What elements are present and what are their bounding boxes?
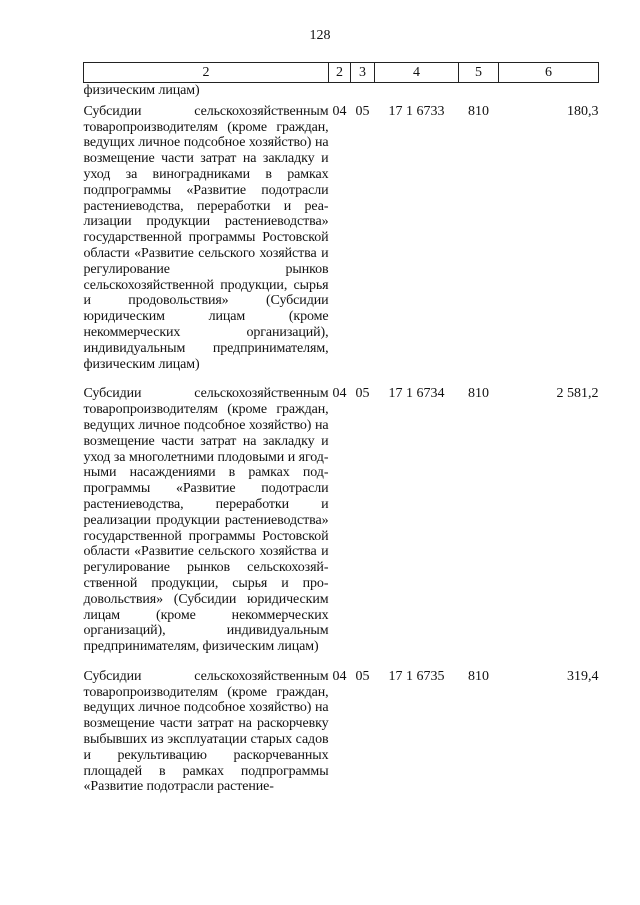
row-vr: 810 [468,668,489,684]
header-vr: 5 [459,63,499,83]
budget-table [83,62,599,795]
row-rz: 04 [332,103,347,119]
row-csr: 17 1 6735 [388,668,445,684]
table-row [84,386,599,669]
continuation-row [84,83,599,104]
row-name: Субсидии сельскохозяйственным товаропроизводителям (кроме граждан, ведущих личное подсобное хозяйство) на возмещение части затрат на раскорчевку выбывших из эксплуатации старых садов и рекультивацию раскорчеванных площадей в рамках подпрограммы «Развитие подотрасли растение- [83,668,329,795]
header-row [84,63,599,83]
row-rz: 04 [332,386,347,402]
row-amount: 319,4 [567,668,599,684]
row-pr: 05 [355,103,370,119]
row-vr: 810 [468,103,489,119]
table-row [84,104,599,387]
row-vr: 810 [468,386,489,402]
row-pr: 05 [355,386,370,402]
row-csr: 17 1 6734 [388,386,445,402]
row-csr: 17 1 6733 [388,103,445,119]
header-csr: 4 [375,63,459,83]
header-name: 2 [84,63,329,83]
row-amount: 2 581,2 [556,386,599,402]
continuation-text: физическим лицам) [83,83,200,98]
header-rz: 2 [329,63,351,83]
row-pr: 05 [355,668,370,684]
page-number: 128 [309,28,331,43]
table-row [84,669,599,795]
header-amount: 6 [499,63,599,83]
row-rz: 04 [332,668,347,684]
row-amount: 180,3 [567,103,599,119]
row-name: Субсидии сельскохозяйственным товаропроизводителям (кроме граждан, ведущих личное подсобное хозяйство) на возмещение части затрат на закладку и уход за виноградниками в рамках подпрограммы «Развитие подотрасли растениеводства, переработки и реализации продукции растениеводства» государственной программы Ростовской области «Развитие сельского хозяйства и регулирование рынков сельскохозяйственной продукции, сырья и продовольствия» (Субсидии юридическим лицам (кроме некоммерческих организаций), индивидуальным предпринимателям, физическим лицам) [83,103,329,372]
row-name: Субсидии сельскохозяйственным товаропроизводителям (кроме граждан, ведущих личное подсобное хозяйство) на возмещение части затрат на закладку и уход за многолетними плодовыми и ягодными насаждениями в рамках подпрограммы «Развитие подотрасли растениеводства, переработки и реализации продукции растениеводства» государственной программы Ростовской области «Развитие сельского хозяйства и регулирование рынков сельскохозяйственной продукции, сырья и продовольствия» (Субсидии юридическим лицам (кроме некоммерческих организаций), индивидуальным предпринимателям, физическим лицам) [83,386,329,655]
header-pr: 3 [351,63,375,83]
